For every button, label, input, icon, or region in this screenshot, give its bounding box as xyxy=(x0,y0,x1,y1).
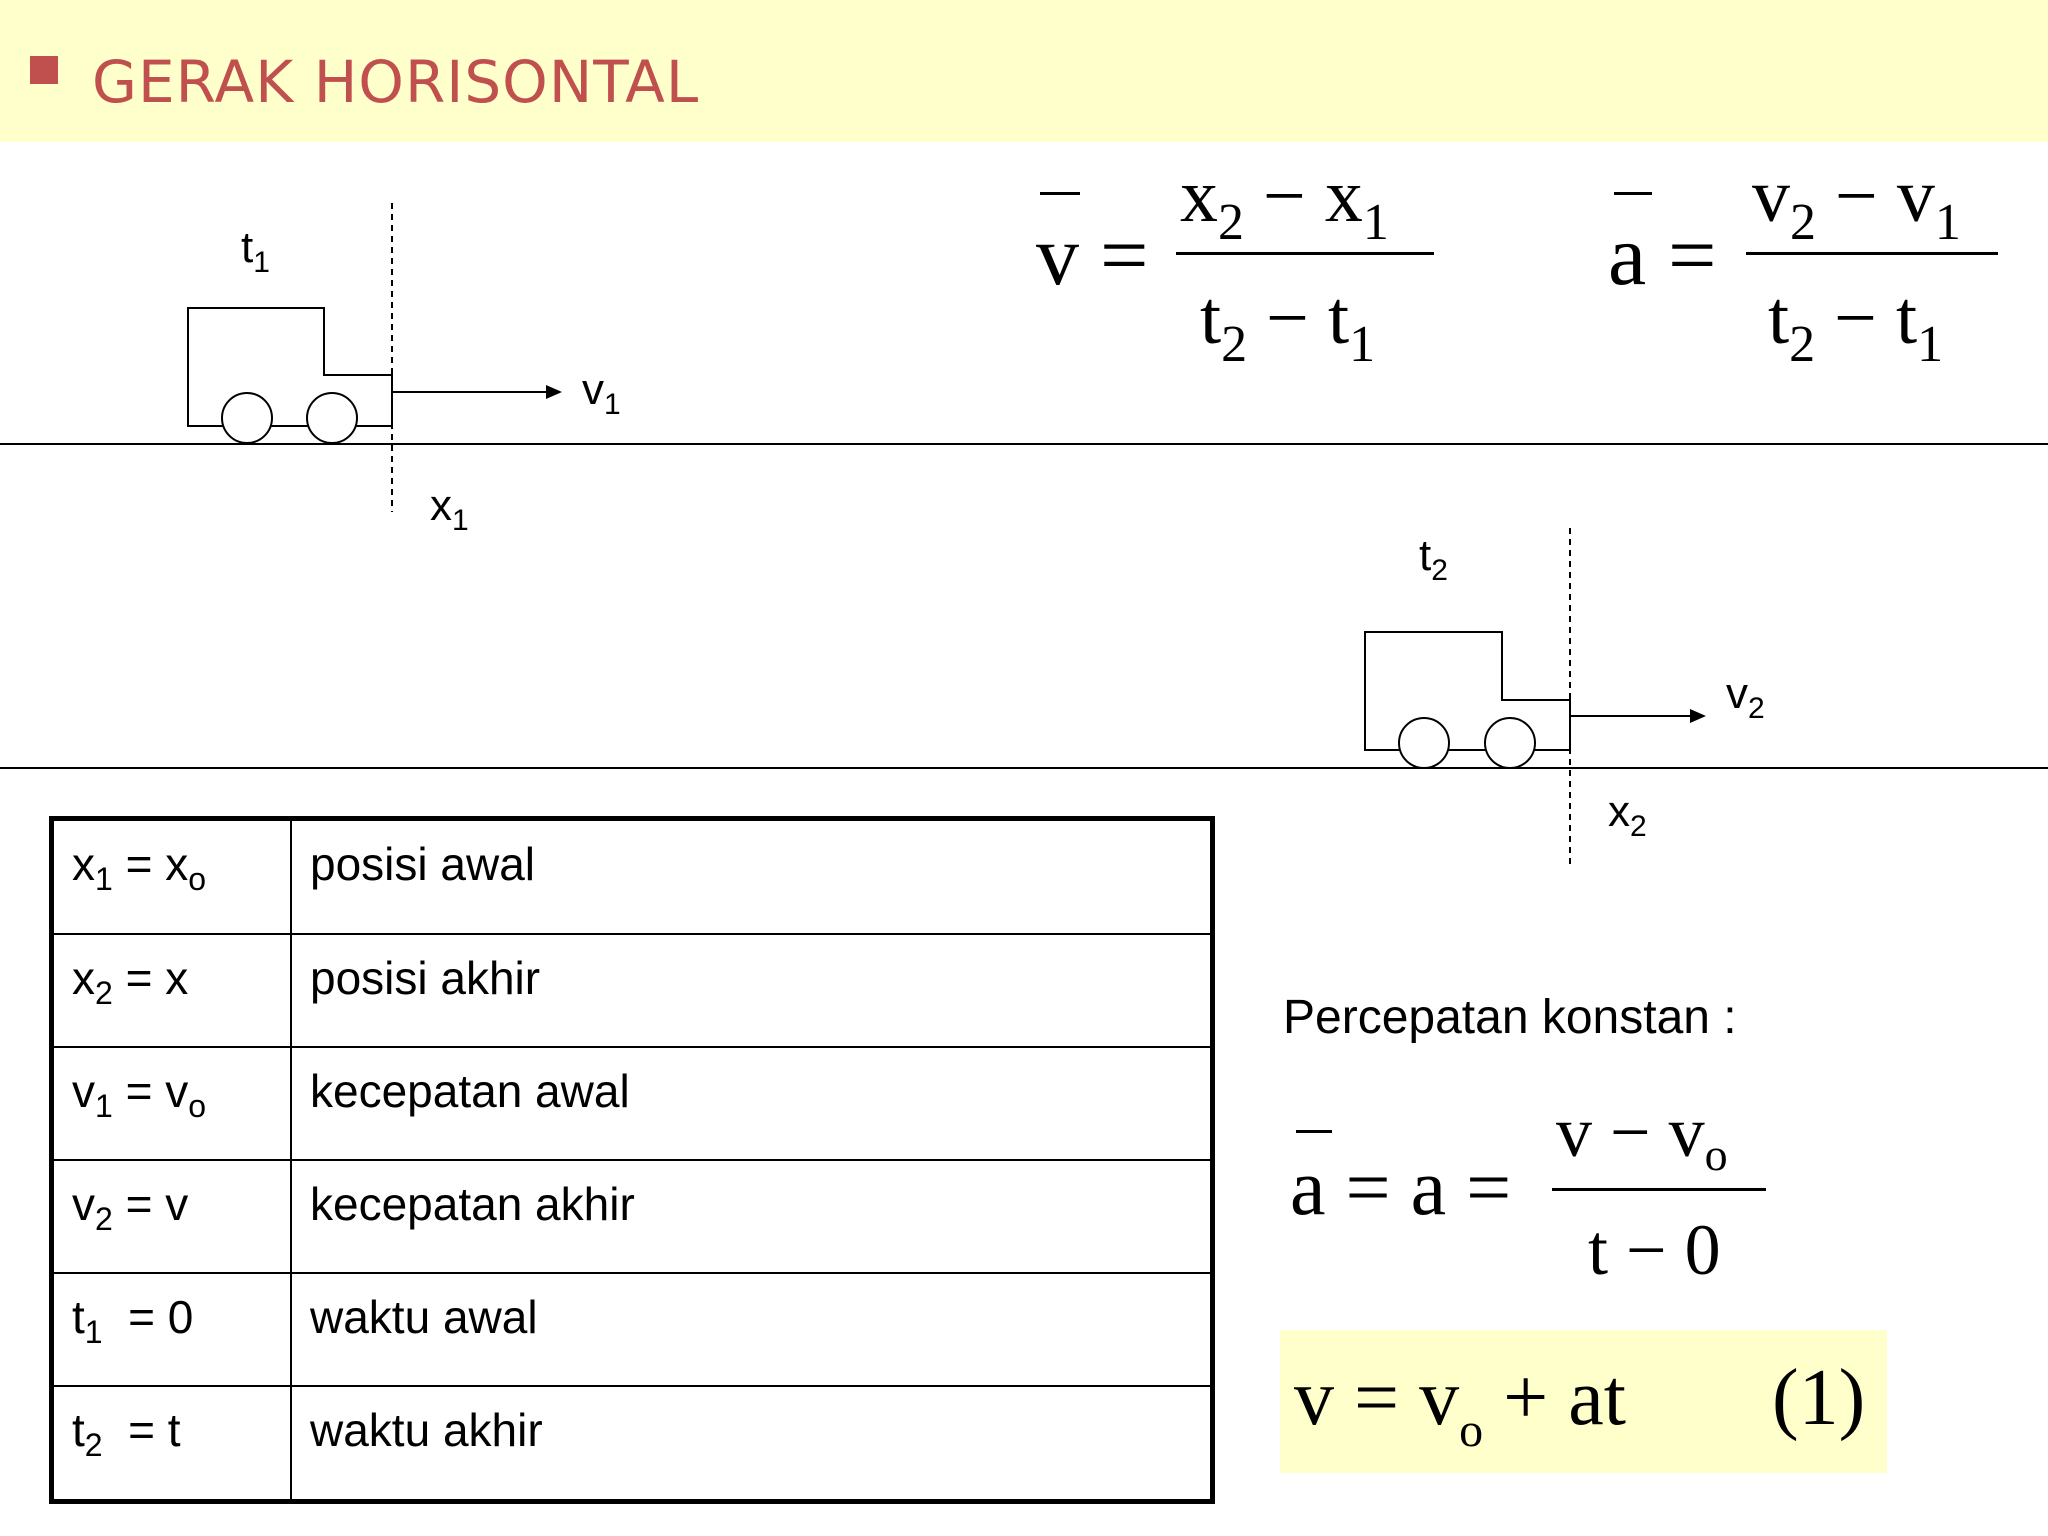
slide-title: GERAK HORISONTAL xyxy=(92,48,700,116)
symbol-cell: $x_2 = x$ xyxy=(52,934,292,1047)
constant-acceleration-label: Percepatan konstan : xyxy=(1283,991,1737,1044)
acceleration-denominator: $t_2 - t_1$ xyxy=(1768,276,1944,373)
symbol-cell: $v_1 = v_o$ xyxy=(52,1047,292,1160)
symbol-cell: $t_1 = 0$ xyxy=(52,1273,292,1386)
table-row xyxy=(52,934,1213,1047)
car-2-velocity-label: $v_2$ xyxy=(1726,669,1765,725)
car-2-icon xyxy=(1365,632,1570,768)
symbol-cell: $t_2 = t$ xyxy=(52,1386,292,1501)
equation-number: (1) xyxy=(1772,1354,1866,1442)
car-1-time-label: $t_1$ xyxy=(241,223,270,279)
car-2-position-label: $x_2$ xyxy=(1608,787,1647,843)
average-bar xyxy=(1296,1130,1332,1133)
table-row xyxy=(52,1047,1213,1160)
constant-denominator: t − 0 xyxy=(1588,1210,1721,1290)
average-bar xyxy=(1614,192,1652,195)
car-1-icon xyxy=(188,308,392,443)
car-2-arrowhead-icon xyxy=(1690,709,1706,723)
car-1-arrowhead-icon xyxy=(546,385,562,399)
velocity-numerator: $x_2 - x_1$ xyxy=(1180,154,1389,251)
table-row xyxy=(52,819,1213,934)
constant-fraction-bar xyxy=(1552,1188,1766,1191)
acceleration-fraction-bar xyxy=(1746,252,1998,255)
definitions-table xyxy=(49,816,1215,1504)
velocity-symbol: v xyxy=(1036,207,1079,303)
symbol-cell: $x_1 = x_o$ xyxy=(52,819,292,934)
description-cell: posisi akhir xyxy=(291,934,1213,1047)
velocity-denominator: $t_2 - t_1$ xyxy=(1200,276,1376,373)
equals-sign: = xyxy=(1668,207,1717,303)
constant-numerator: $v - v_o$ xyxy=(1556,1092,1728,1180)
car-2-time-label: $t_2$ xyxy=(1419,531,1448,587)
table-row xyxy=(52,1386,1213,1501)
symbol-cell: $v_2 = v$ xyxy=(52,1160,292,1273)
car-1-velocity-label: $v_1$ xyxy=(582,365,621,421)
description-cell: waktu awal xyxy=(291,1273,1213,1386)
table-row xyxy=(52,1273,1213,1386)
constant-lhs: a = a = xyxy=(1290,1144,1512,1232)
acceleration-symbol: a xyxy=(1608,207,1647,303)
description-cell: waktu akhir xyxy=(291,1386,1213,1501)
description-cell: kecepatan akhir xyxy=(291,1160,1213,1273)
description-cell: kecepatan awal xyxy=(291,1047,1213,1160)
description-cell: posisi awal xyxy=(291,819,1213,934)
car-1-position-label: $x_1$ xyxy=(430,481,469,537)
velocity-fraction-bar xyxy=(1176,252,1434,255)
acceleration-numerator: $v_2 - v_1$ xyxy=(1752,154,1961,251)
average-bar xyxy=(1040,192,1080,195)
table-row xyxy=(52,1160,1213,1273)
equation-1: $v = v_o$ + at xyxy=(1294,1354,1626,1457)
equals-sign: = xyxy=(1100,207,1149,303)
